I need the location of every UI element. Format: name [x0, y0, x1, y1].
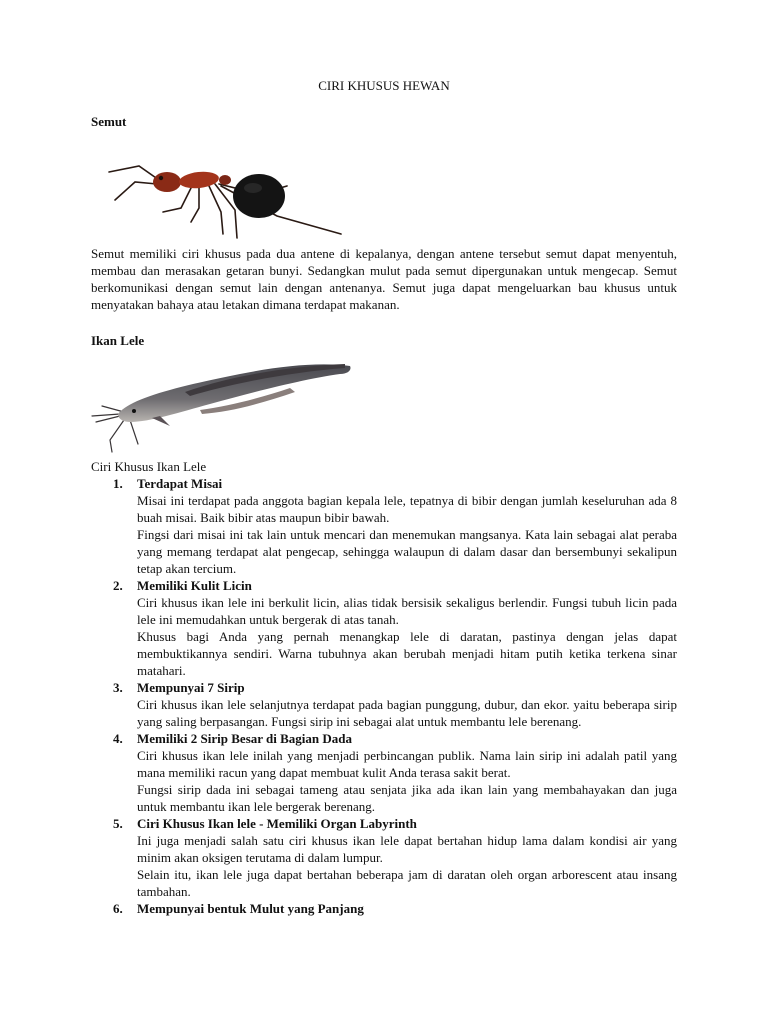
list-item-paragraph: Ciri khusus ikan lele selanjutnya terdapat pada bagian punggung, dubur, dan ekor. yaitu beberapa sirip yang saling berpasangan. Fungsi sirip ini sebagai alat untuk membantu lele berenang.: [137, 697, 677, 729]
list-item-title: Ciri Khusus Ikan lele - Memiliki Organ Labyrinth: [137, 816, 417, 831]
catfish-photo: [90, 356, 355, 456]
list-item-title: Memiliki 2 Sirip Besar di Bagian Dada: [137, 731, 353, 746]
list-item-paragraph: Selain itu, ikan lele juga dapat bertahan beberapa jam di daratan oleh organ arborescent atau insang tambahan.: [137, 867, 677, 899]
list-item-paragraph: Ini juga menjadi salah satu ciri khusus ikan lele dapat bertahan hidup lama dalam kondisi air yang minim akan oksigen terutama di dalam lumpur.: [137, 833, 677, 865]
list-item-paragraph: Ciri khusus ikan lele inilah yang menjadi perbincangan publik. Nama lain sirip ini adalah patil yang mana memiliki racun yang dapat membuat kulit Anda terasa sakit berat.: [137, 748, 677, 780]
list-item: [91, 815, 677, 900]
list-item-paragraph: Fingsi dari misai ini tak lain untuk mencari dan menemukan mangsanya. Kata lain sebagai alat peraba yang memang terdapat alat pengecap, sehingga walaupun di dalam dasar dan bersembunyi sekalipun tetap akan tercium.: [137, 527, 677, 576]
list-item-paragraph: Khusus bagi Anda yang pernah menangkap lele di daratan, pastinya dengan jelas dapat membuktikannya sendiri. Warna tubuhnya akan berubah menjadi hitam putih ketika terkena sinar matahari.: [137, 629, 677, 678]
document-title: CIRI KHUSUS HEWAN: [318, 78, 450, 93]
semut-heading: Semut: [91, 114, 127, 129]
list-item-title: Mempunyai bentuk Mulut yang Panjang: [137, 901, 364, 916]
list-item: [91, 475, 677, 577]
lele-subheading: Ciri Khusus Ikan Lele: [91, 459, 207, 474]
semut-paragraph: Semut memiliki ciri khusus pada dua antene di kepalanya, dengan antene tersebut semut dapat menyentuh, membau dan merasakan getaran bunyi. Sedangkan mulut pada semut dipergunakan untuk mengecap. Semut berkomunikasi dengan semut lain dengan antenanya. Semut juga dapat mengeluarkan bau khusus untuk menyatakan bahaya atau letakan dimana terdapat makanan.: [91, 246, 677, 312]
list-item: [91, 577, 677, 679]
list-item: [91, 900, 677, 917]
list-item-paragraph: Fungsi sirip dada ini sebagai tameng atau senjata jika ada ikan lain yang membahayakan dan juga untuk membantu ikan lele bergerak berenang.: [137, 782, 677, 814]
list-item-title: Memiliki Kulit Licin: [137, 578, 252, 593]
lele-feature-list: [91, 475, 677, 917]
list-item: [91, 730, 677, 815]
ant-photo: [101, 150, 351, 245]
list-item: [91, 679, 677, 730]
list-item-number: 3.: [113, 680, 123, 695]
list-item-number: 2.: [113, 578, 123, 593]
list-item-number: 6.: [113, 901, 123, 916]
list-item-number: 4.: [113, 731, 123, 746]
list-item-title: Terdapat Misai: [137, 476, 223, 491]
list-item-title: Mempunyai 7 Sirip: [137, 680, 245, 695]
list-item-paragraph: Ciri khusus ikan lele ini berkulit licin, alias tidak bersisik sekaligus berlendir. Fungsi tubuh licin pada lele ini memudahkan untuk bergerak di atas tanah.: [137, 595, 677, 627]
list-item-paragraph: Misai ini terdapat pada anggota bagian kepala lele, tepatnya di bibir dengan jumlah keseluruhan ada 8 buah misai. Baik bibir atas maupun bibir bawah.: [137, 493, 677, 525]
list-item-number: 1.: [113, 476, 123, 491]
lele-heading: Ikan Lele: [91, 333, 145, 348]
list-item-number: 5.: [113, 816, 123, 831]
